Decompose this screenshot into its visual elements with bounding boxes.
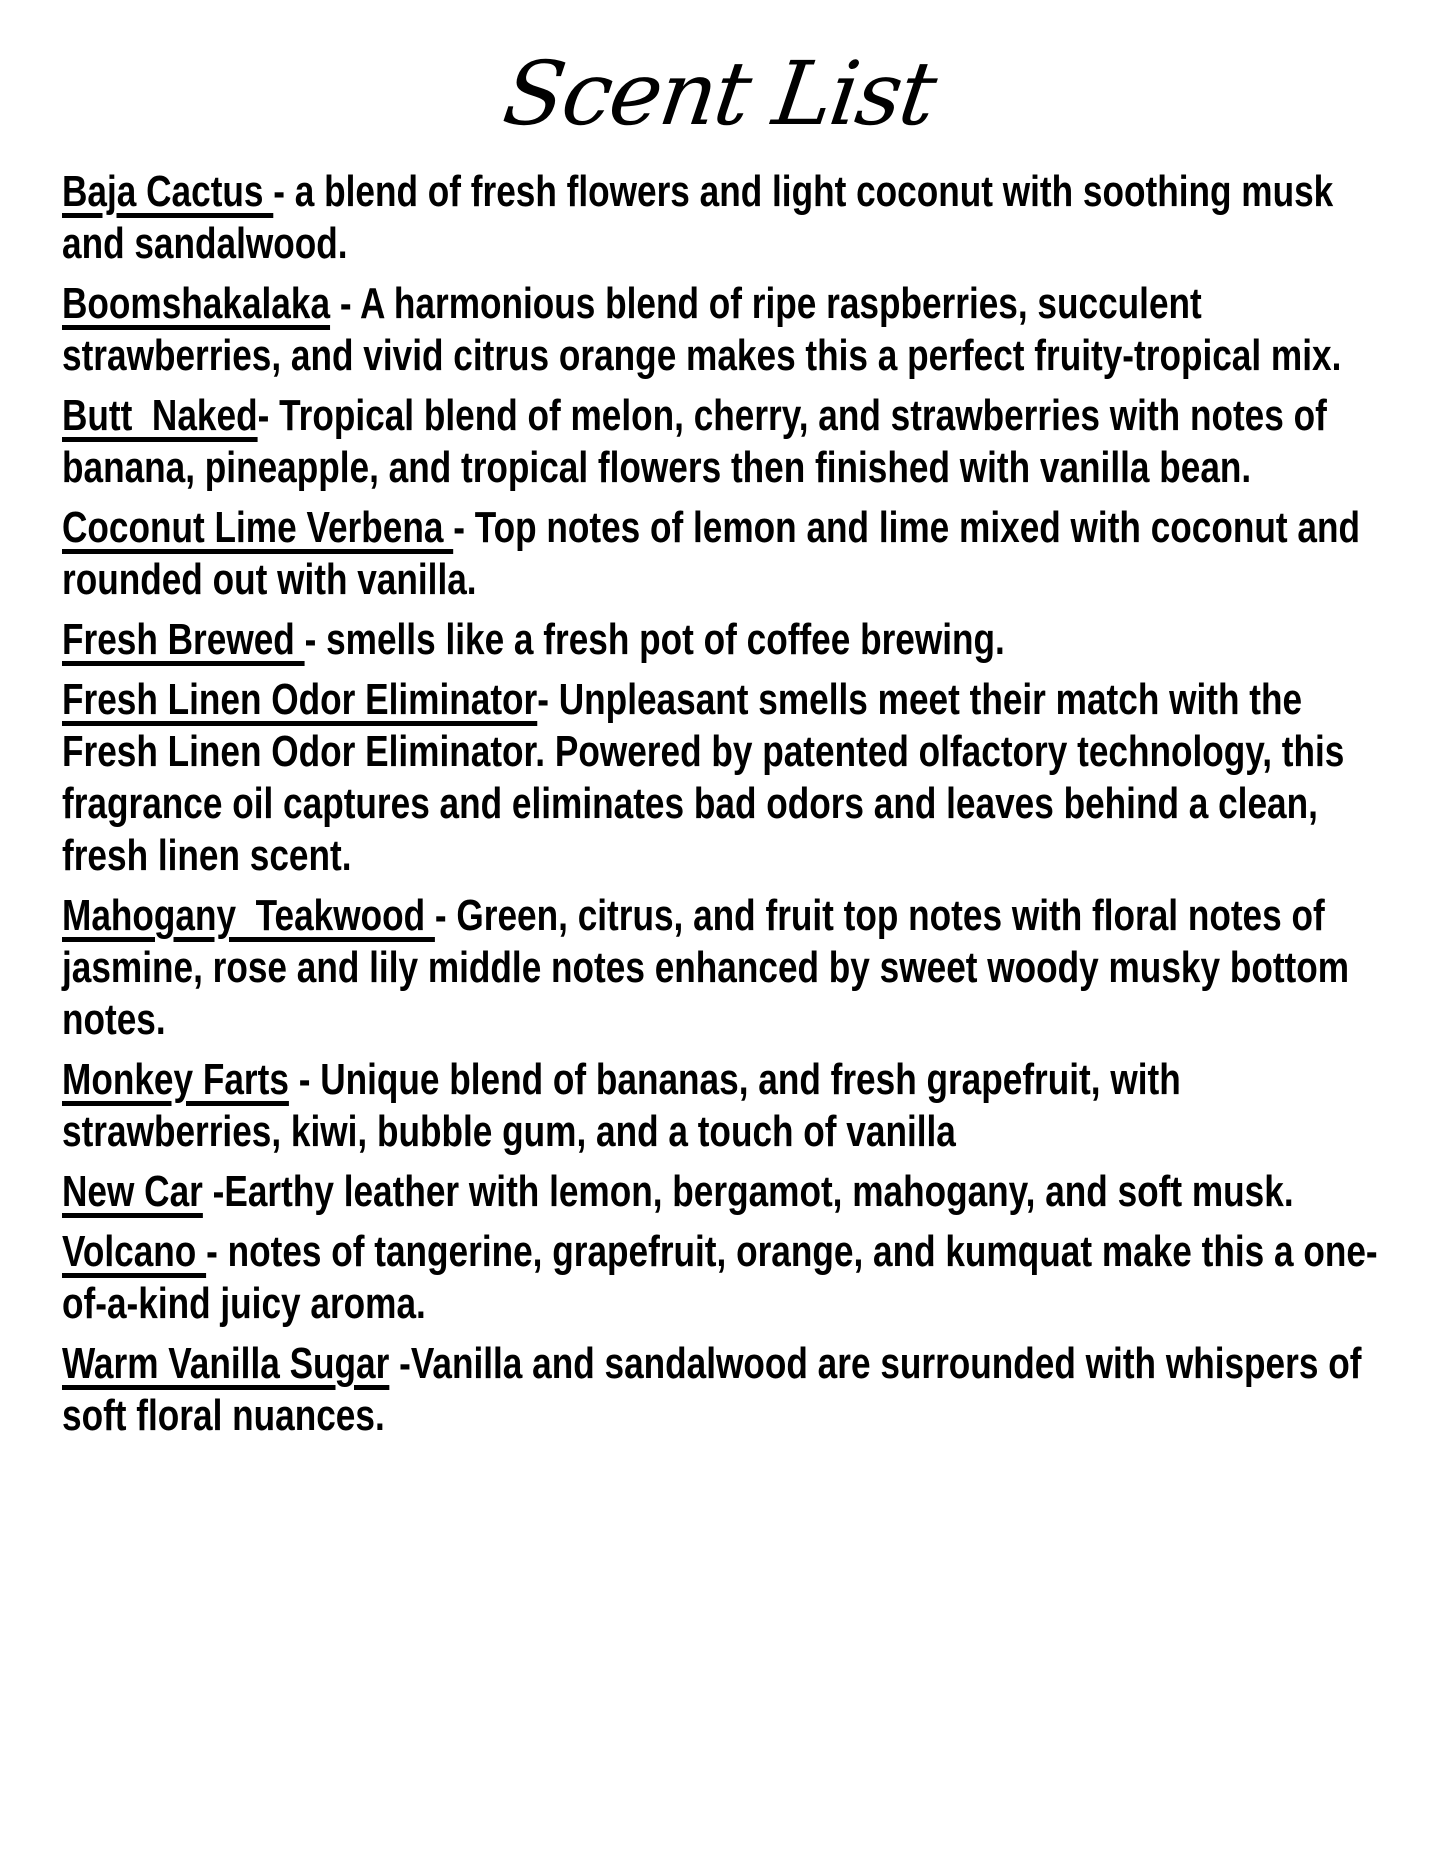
scent-entry-boomshakalaka [62,278,1386,382]
scent-name: Volcano [62,1227,207,1277]
scent-entry-butt-naked [62,390,1386,494]
scent-entry-coconut-lime-verbena [62,502,1386,606]
scent-name: Monkey Farts [62,1055,289,1105]
scent-name: Fresh Brewed [62,615,305,665]
scent-description: - Unique blend of bananas, and fresh grapefruit, with strawberries, kiwi, bubble gum, and a touch of vanilla [62,1055,1191,1157]
scent-list [62,166,1386,1442]
scent-description: - a blend of fresh flowers and light coconut with soothing musk and sandalwood. [62,167,1344,269]
scent-name: Boomshakalaka [62,279,331,329]
page-title: Scent List [497,42,941,145]
scent-description: -Vanilla and sandalwood are surrounded with whispers of soft floral nuances. [62,1339,1372,1441]
scent-entry-monkey-farts [62,1054,1386,1158]
scent-description: - smells like a fresh pot of coffee brewing. [304,615,1005,665]
scent-entry-volcano [62,1226,1386,1330]
scent-name: Mahogany Teakwood [62,891,435,941]
scent-entry-baja-cactus [62,166,1386,270]
scent-description: - A harmonious blend of ripe raspberries, succulent strawberries, and vivid citrus orange makes this a perfect fruity-tropical mix. [62,279,1342,381]
scent-name: Warm Vanilla Sugar [62,1339,390,1389]
scent-entry-new-car [62,1166,1386,1218]
scent-description: - Green, citrus, and fruit top notes with floral notes of jasmine, rose and lily middle notes enhanced by sweet woody musky bottom notes. [62,891,1359,1045]
scent-description: - notes of tangerine, grapefruit, orange, and kumquat make this a one-of-a-kind juicy aroma. [62,1227,1378,1329]
scent-entry-warm-vanilla-sugar [62,1338,1386,1442]
scent-entry-fresh-brewed [62,614,1386,666]
scent-entry-mahogany-teakwood [62,890,1386,1046]
scent-description: - Unpleasant smells meet their match with the Fresh Linen Odor Eliminator. Powered by patented olfactory technology, this fragrance oil captures and eliminates bad odors and leaves behind a clean, fresh linen scent. [62,675,1355,881]
scent-name: New Car [62,1167,203,1217]
scent-name: Baja Cactus [62,167,274,217]
scent-description: -Earthy leather with lemon, bergamot, mahogany, and soft musk. [202,1167,1294,1217]
scent-description: - Tropical blend of melon, cherry, and strawberries with notes of banana, pineapple, and tropical flowers then finished with vanilla bean. [62,391,1337,493]
scent-description: - Top notes of lemon and lime mixed with coconut and rounded out with vanilla. [62,503,1370,605]
scent-entry-fresh-linen-odor-eliminator [62,674,1386,882]
scent-name: Fresh Linen Odor Eliminator [62,675,538,725]
scent-name: Coconut Lime Verbena [62,503,454,553]
scent-name: Butt Naked [62,391,258,441]
